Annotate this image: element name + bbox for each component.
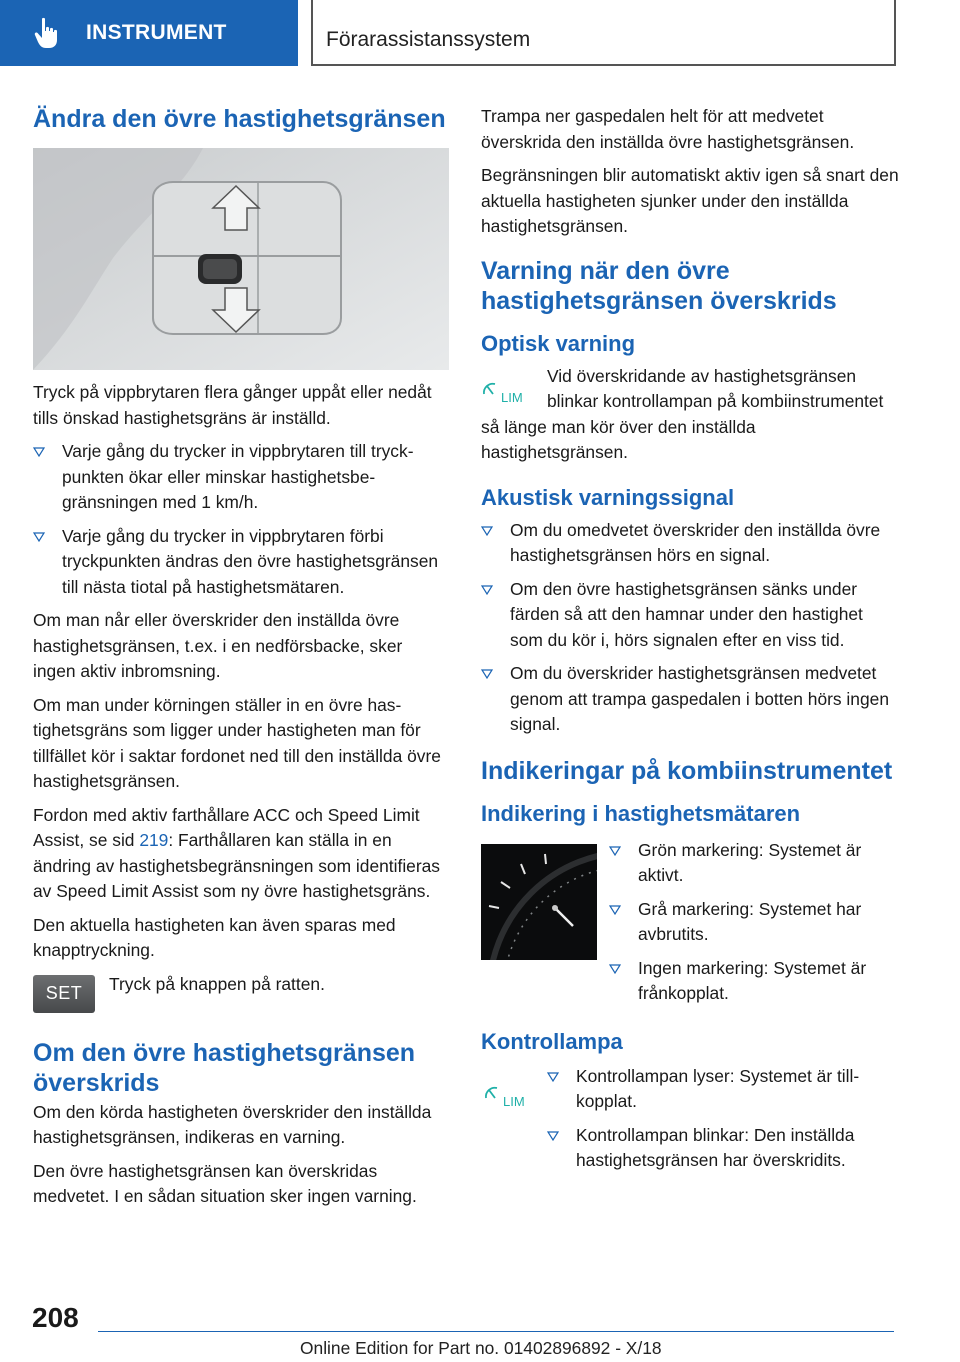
- lim-warning-block: [481, 364, 899, 466]
- list-item: [33, 524, 449, 601]
- list-item-text: Varje gång du trycker in vippbrytaren till tryckpunkten ökar eller minskar hastighetsbegränsningen med 1 km/h.: [62, 441, 414, 512]
- paragraph: Om man under körningen ställer in en övre hastighetsgräns som ligger under hastigheten man för tillfället kör i saktar fordonet ned till den inställda övre hastighetsgränsen.: [33, 694, 441, 791]
- page-header: [0, 0, 960, 66]
- triangle-bullet-icon: [609, 846, 621, 856]
- set-button-label: SET: [45, 982, 83, 1003]
- list-item-text: Kontrollampan blinkar: Den inställda hastighetsgränsen har överskridits.: [576, 1124, 855, 1170]
- left-column: [33, 104, 449, 1218]
- triangle-bullet-icon: [547, 1072, 559, 1082]
- triangle-bullet-icon: [609, 905, 621, 915]
- triangle-bullet-icon: [609, 964, 621, 974]
- speed-limit-lim-icon: [481, 380, 535, 406]
- bullet-list: [481, 518, 899, 738]
- list-item: [481, 577, 899, 654]
- section-tab-label: INSTRUMENT: [86, 21, 227, 44]
- speedometer-image: [481, 844, 597, 960]
- triangle-bullet-icon: [547, 1131, 559, 1141]
- list-item-text: Grå markering: Systemet har avbrutits.: [638, 898, 862, 944]
- subsection-heading: Optisk varning: [481, 330, 636, 356]
- subsection-heading: Indikering i hastighetsmätaren: [481, 800, 801, 826]
- bullet-list: [33, 439, 449, 600]
- list-item: [609, 956, 899, 1007]
- section-heading: Indikeringar på kombiinstrumentet: [481, 756, 893, 785]
- list-item: [547, 1064, 899, 1115]
- paragraph: Den aktuella hastigheten kan även sparas med knapptryckning.: [33, 914, 396, 960]
- paragraph: Trampa ner gaspedalen helt för att medvetet överskrida den inställda övre hastighetsgränsen.: [481, 106, 855, 152]
- list-item-text: Grön markering: Systemet är aktivt.: [638, 839, 862, 885]
- paragraph-text: : Farthållaren kan ställa in en ändring av hastighetsbegränsningen som identifieras av Speed Limit Assist som ny övre hastighetsgräns.: [33, 830, 441, 901]
- lim-icon-label: LIM: [501, 389, 523, 405]
- paragraph: Om man når eller överskrider den inställda övre hastighetsgränsen, t.ex. i en nedförsbacke, sker ingen aktiv inbromsning.: [33, 610, 403, 681]
- triangle-bullet-icon: [481, 585, 493, 595]
- set-button-row: [33, 972, 449, 1020]
- page-number: 208: [32, 1302, 79, 1333]
- footer-rule: [98, 1331, 894, 1332]
- section-heading: Varning när den övre hastighetsgränsen överskrids: [481, 256, 837, 315]
- control-lamp-block: [481, 1064, 899, 1184]
- right-column: [481, 104, 899, 1184]
- section-tab: [0, 0, 298, 66]
- list-item: [33, 439, 449, 516]
- list-item: [547, 1123, 899, 1174]
- bullet-list: [609, 838, 899, 1015]
- paragraph: Tryck på vippbrytaren flera gånger uppåt eller nedåt tills önskad hastighetsgräns är inställd.: [33, 382, 432, 428]
- lim-icon-label: LIM: [503, 1093, 525, 1109]
- triangle-bullet-icon: [481, 526, 493, 536]
- list-item-text: Om du omedvetet överskrider den inställda övre hastighetsgränsen hörs en signal.: [510, 519, 881, 565]
- list-item: [481, 661, 899, 738]
- list-item-text: Kontrollampan lyser: Systemet är tillkopplat.: [576, 1065, 860, 1111]
- subsection-heading: Kontrollampa: [481, 1028, 623, 1054]
- list-item: [609, 897, 899, 948]
- triangle-bullet-icon: [33, 447, 45, 457]
- list-item-text: Om den övre hastighetsgränsen sänks under färden så att den hamnar under den hastighet som du kör i, hörs signalen efter en viss tid.: [510, 578, 863, 650]
- subsection-heading: Akustisk varningssignal: [481, 484, 735, 510]
- paragraph: Den övre hastighetsgränsen kan överskridas medvetet. I en sådan situation sker ingen varning.: [33, 1160, 417, 1206]
- list-item-text: Om du överskrider hastighetsgränsen medvetet genom att trampa gaspedalen i botten hörs ingen signal.: [510, 663, 889, 734]
- chapter-tab: [312, 0, 896, 66]
- paragraph: [33, 803, 449, 905]
- list-item: [481, 518, 899, 569]
- section-heading: Om den övre hastighetsgränsen överskrids: [33, 1038, 416, 1097]
- edition-footer: Online Edition for Part no. 01402896892 - X/18: [300, 1338, 662, 1358]
- triangle-bullet-icon: [481, 669, 493, 679]
- section-heading: Ändra den övre hastighetsgränsen: [33, 105, 446, 133]
- bullet-list: [547, 1064, 899, 1182]
- set-button-text: Tryck på knappen på ratten.: [109, 973, 325, 994]
- list-item-text: Varje gång du trycker in vippbrytaren förbi tryckpunkten ändras den övre hastighetsgränsen till nästa tiotal på hastighetsmätaren.: [62, 525, 439, 597]
- set-button-icon: [33, 975, 95, 1013]
- speed-limit-lim-icon: [483, 1084, 537, 1110]
- paragraph: Om den körda hastigheten överskrider den inställda hastighetsgränsen, indikeras en varning.: [33, 1101, 432, 1147]
- speedometer-block: [481, 838, 899, 1028]
- paragraph-text: Fordon med aktiv farthållare ACC och Speed Limit Assist, se sid: [33, 804, 420, 850]
- triangle-bullet-icon: [33, 532, 45, 542]
- optical-warning-text: Vid överskridande av hastighetsgränsen blinkar kontrollampan på kombiinstrumentet så länge man kör över den inställda hastighetsgränsen.: [481, 365, 884, 462]
- hand-pointer-icon: [30, 15, 66, 51]
- steering-wheel-rocker-switch-image: [33, 148, 449, 370]
- list-item: [609, 838, 899, 889]
- chapter-tab-label: Förarassistanssystem: [326, 28, 531, 51]
- page-reference-link[interactable]: 219: [139, 830, 169, 850]
- paragraph: Begränsningen blir automatiskt aktiv igen så snart den aktuella hastigheten sjunker under den inställda hastighetsgränsen.: [481, 165, 899, 236]
- list-item-text: Ingen markering: Systemet är frånkopplat.: [638, 957, 867, 1003]
